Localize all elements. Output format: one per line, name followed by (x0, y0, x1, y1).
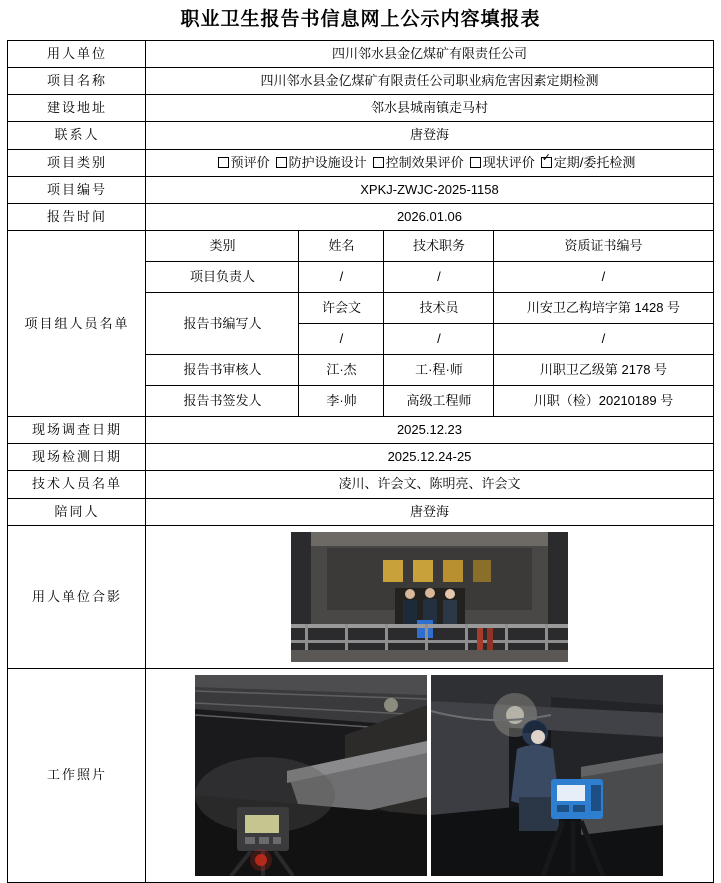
address-label: 建设地址 (8, 95, 146, 122)
tech-staff-label: 技术人员名单 (8, 471, 146, 498)
team-label: 项目组人员名单 (8, 231, 146, 417)
category-option-4[interactable] (541, 155, 636, 170)
checkbox-icon[interactable] (373, 157, 384, 168)
table-row (8, 471, 713, 498)
team-row-name: / (299, 262, 384, 293)
survey-date-value: 2025.12.23 (146, 417, 713, 444)
project-name-value: 四川邻水县金亿煤矿有限责任公司职业病危害因素定期检测 (146, 67, 713, 94)
tech-staff-value: 凌川、许会文、陈明亮、许会文 (146, 471, 713, 498)
category-option-3[interactable] (470, 155, 535, 170)
test-date-value: 2025.12.24-25 (146, 444, 713, 471)
employer-label: 用人单位 (8, 40, 146, 67)
checkbox-checked-icon[interactable] (541, 157, 552, 168)
table-row (8, 122, 713, 149)
team-row-duty: 高级工程师 (384, 386, 494, 417)
report-date-value: 2026.01.06 (146, 203, 713, 230)
survey-date-label: 现场调查日期 (8, 417, 146, 444)
report-date-label: 报告时间 (8, 203, 146, 230)
work-photo-pair (146, 675, 712, 876)
category-option-1[interactable] (276, 155, 367, 170)
project-no-label: 项目编号 (8, 176, 146, 203)
table-row (8, 67, 713, 94)
group-photo-image (291, 532, 568, 662)
escort-label: 陪同人 (8, 498, 146, 525)
team-row-name: 李·帅 (299, 386, 384, 417)
address-value: 邻水县城南镇走马村 (146, 95, 713, 122)
table-row (8, 149, 713, 176)
team-row-name: 江·杰 (299, 355, 384, 386)
team-row-name: 许会文 (299, 293, 384, 324)
category-option-label: 现状评价 (482, 154, 535, 170)
group-photo-cell (146, 525, 713, 668)
category-option-label: 防护设施设计 (288, 154, 367, 170)
escort-value: 唐登海 (146, 498, 713, 525)
table-row (8, 40, 713, 67)
team-row-cert: / (494, 262, 713, 293)
table-row (8, 444, 713, 471)
table-row (8, 525, 713, 668)
table-row (8, 668, 713, 882)
contact-value: 唐登海 (146, 122, 713, 149)
team-row-cert: 川安卫乙构培字第 1428 号 (494, 293, 713, 324)
category-option-2[interactable] (373, 155, 464, 170)
team-row-category: 报告书签发人 (146, 386, 299, 417)
project-no-value: XPKJ-ZWJC-2025-1158 (146, 176, 713, 203)
table-row (8, 95, 713, 122)
team-row-cert: 川职卫乙级第 2178 号 (494, 355, 713, 386)
team-row-category: 报告书审核人 (146, 355, 299, 386)
page-title: 职业卫生报告书信息网上公示内容填报表 (180, 9, 541, 30)
group-photo-label: 用人单位合影 (8, 525, 146, 668)
team-row-cert: 川职（检）20210189 号 (494, 386, 713, 417)
category-option-label: 定期/委托检测 (553, 154, 636, 170)
category-label: 项目类别 (8, 149, 146, 176)
team-row-cert: / (494, 324, 713, 355)
team-row-duty: / (384, 262, 494, 293)
team-row-category: 报告书编写人 (146, 293, 299, 355)
work-photo-label: 工作照片 (8, 668, 146, 882)
team-header-category: 类别 (146, 231, 299, 262)
team-header-duty: 技术职务 (384, 231, 494, 262)
category-option-label: 预评价 (230, 154, 270, 170)
work-photo-2-image (431, 675, 663, 876)
category-option-0[interactable] (218, 155, 270, 170)
checkbox-icon[interactable] (276, 157, 287, 168)
team-row-name: / (299, 324, 384, 355)
team-header-name: 姓名 (299, 231, 384, 262)
team-row-duty: / (384, 324, 494, 355)
category-options (146, 149, 713, 176)
work-photo-cell (146, 668, 713, 882)
employer-value: 四川邻水县金亿煤矿有限责任公司 (146, 40, 713, 67)
report-form-table (7, 40, 713, 883)
table-row (8, 417, 713, 444)
team-row-duty: 技术员 (384, 293, 494, 324)
work-photo-1-image (195, 675, 427, 876)
table-row (8, 498, 713, 525)
table-row (8, 231, 713, 262)
category-option-label: 控制效果评价 (385, 154, 464, 170)
project-name-label: 项目名称 (8, 67, 146, 94)
team-row-category: 项目负责人 (146, 262, 299, 293)
checkbox-icon[interactable] (470, 157, 481, 168)
team-header-cert: 资质证书编号 (494, 231, 713, 262)
contact-label: 联系人 (8, 122, 146, 149)
table-row (8, 176, 713, 203)
table-row (8, 203, 713, 230)
test-date-label: 现场检测日期 (8, 444, 146, 471)
team-row-duty: 工·程·师 (384, 355, 494, 386)
checkbox-icon[interactable] (218, 157, 229, 168)
